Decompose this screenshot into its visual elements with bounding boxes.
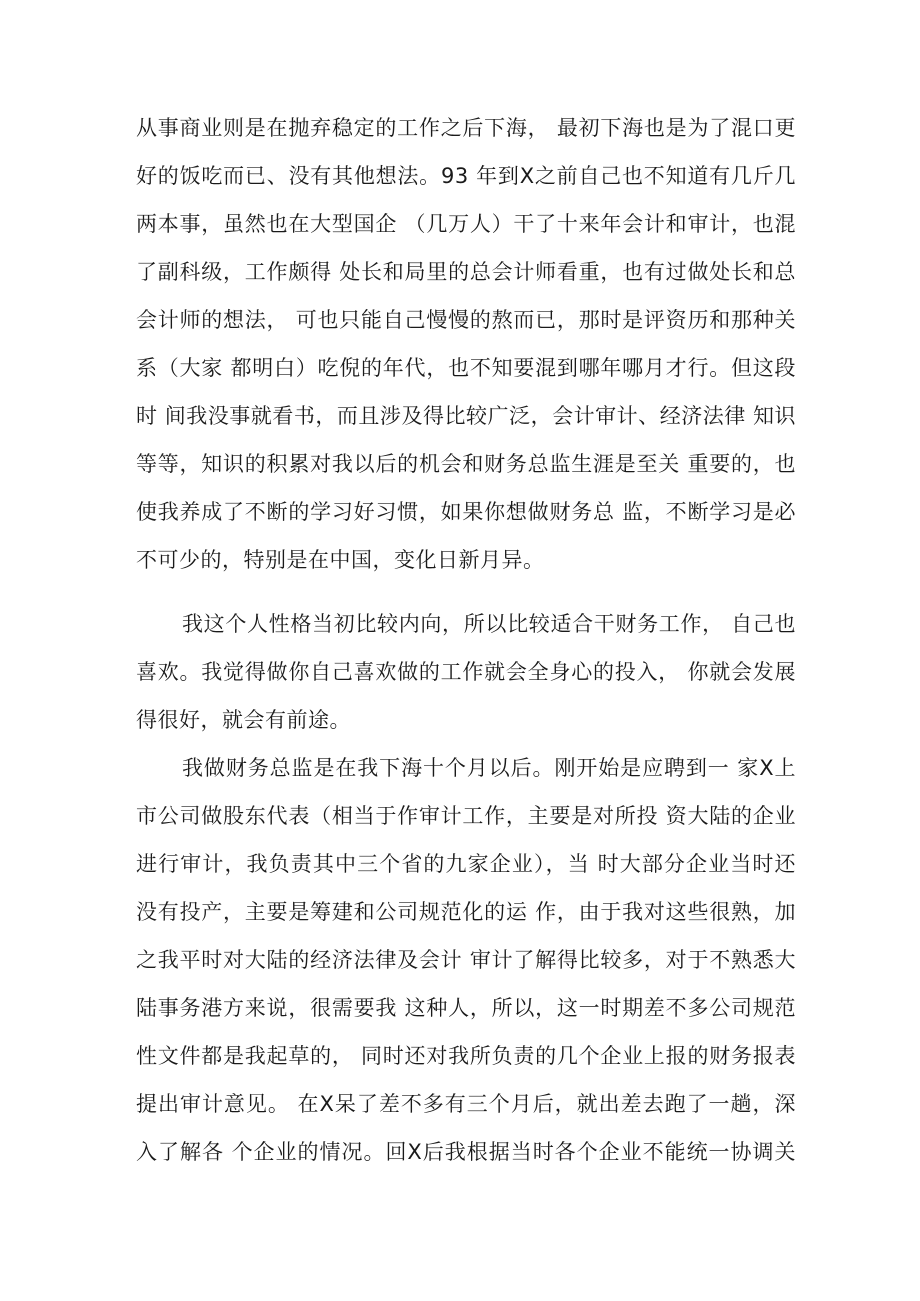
text-line: 系（大家 都明白）吃倪的年代，也不知要混到哪年哪月才行。但这段 <box>136 356 796 380</box>
text-line: 入了解各 个企业的情况。回X后我根据当时各个企业不能统一协调关 <box>136 1140 796 1164</box>
text-line: 喜欢。我觉得做你自己喜欢做的工作就会全身心的投入， 你就会发展 <box>136 660 796 684</box>
text-line: 陆事务港方来说，很需要我 这种人，所以，这一时期差不多公司规范 <box>136 996 796 1020</box>
text-line: 了副科级，工作颇得 处长和局里的总会计师看重，也有过做处长和总 <box>136 260 796 284</box>
text-line: 会计师的想法， 可也只能自己慢慢的熬而已，那时是评资历和那种关 <box>136 308 796 332</box>
paragraph-3 <box>136 744 796 1176</box>
text-line: 市公司做股东代表（相当于作审计工作，主要是对所投 资大陆的企业 <box>136 804 796 828</box>
text-line: 使我养成了不断的学习好习惯，如果你想做财务总 监，不断学习是必 <box>136 500 796 524</box>
text-line: 不可少的，特别是在中国，变化日新月异。 <box>136 548 545 572</box>
paragraph-2 <box>136 600 796 744</box>
text-line: 提出审计意见。 在X呆了差不多有三个月后，就出差去跑了一趟，深 <box>136 1092 796 1116</box>
text-line: 两本事，虽然也在大型国企 （几万人）干了十来年会计和审计，也混 <box>136 212 796 236</box>
text-line: 性文件都是我起草的， 同时还对我所负责的几个企业上报的财务报表 <box>136 1044 796 1068</box>
text-line: 我做财务总监是在我下海十个月以后。刚开始是应聘到一 家X上 <box>182 756 796 780</box>
text-line: 时 间我没事就看书，而且涉及得比较广泛，会计审计、经济法律 知识 <box>136 404 796 428</box>
text-line: 从事商业则是在抛弃稳定的工作之后下海， 最初下海也是为了混口更 <box>136 116 796 140</box>
text-line: 好的饭吃而已、没有其他想法。93 年到X之前自己也不知道有几斤几 <box>136 164 796 188</box>
text-line: 进行审计，我负责其中三个省的九家企业），当 时大部分企业当时还 <box>136 852 796 876</box>
text-line: 等等，知识的积累对我以后的机会和财务总监生涯是至关 重要的，也 <box>136 452 796 476</box>
paragraph-1 <box>136 104 796 584</box>
text-line: 之我平时对大陆的经济法律及会计 审计了解得比较多，对于不熟悉大 <box>136 948 796 972</box>
text-line: 没有投产，主要是筹建和公司规范化的运 作，由于我对这些很熟，加 <box>136 900 796 924</box>
text-line: 我这个人性格当初比较内向，所以比较适合干财务工作， 自己也 <box>182 612 796 636</box>
text-line: 得很好，就会有前途。 <box>136 708 351 732</box>
